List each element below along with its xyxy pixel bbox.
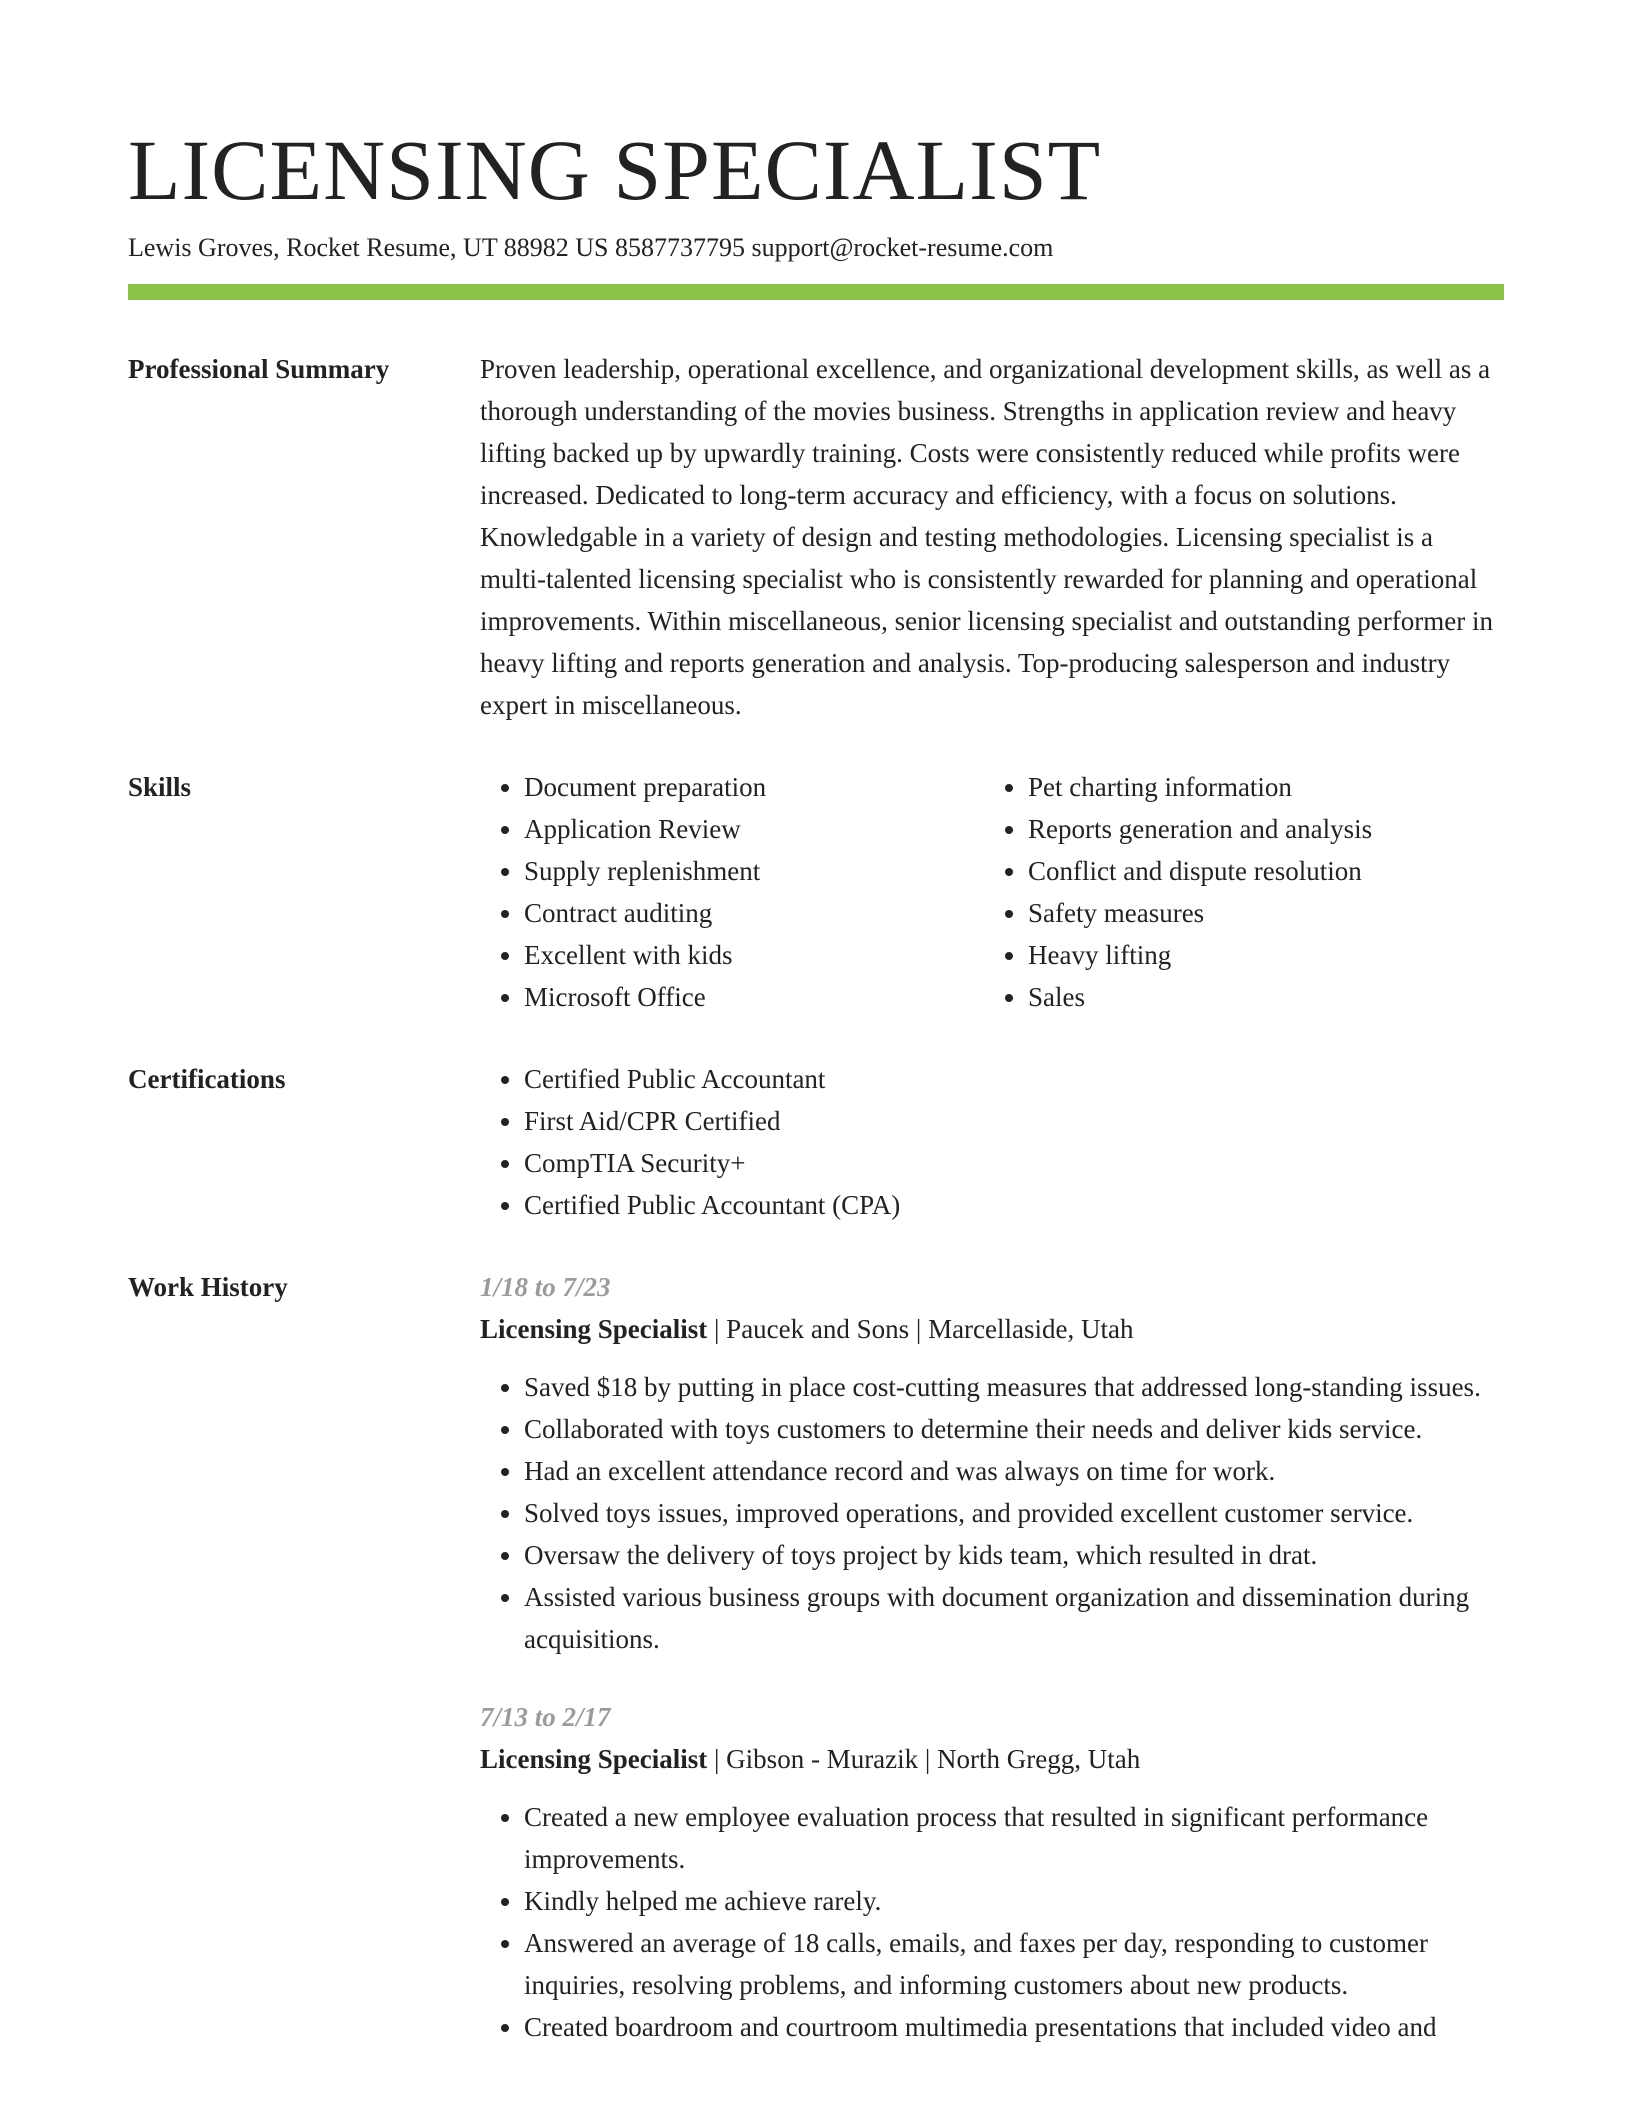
- job-dates: 1/18 to 7/23: [480, 1272, 611, 1302]
- skills-body: [480, 766, 1504, 1018]
- job-bullet: • Created boardroom and courtroom multimedia presentations that included video and: [524, 2006, 1504, 2048]
- job-bullet: • Had an excellent attendance record and was always on time for work.: [524, 1450, 1504, 1492]
- skill-item: • Document preparation: [524, 766, 984, 808]
- skill-item: • Excellent with kids: [524, 934, 984, 976]
- resume-page: [128, 122, 1504, 2084]
- section-title-work-history: Work History: [128, 1272, 288, 1302]
- work-history-body: [480, 1266, 1504, 2084]
- skill-item: • Safety measures: [1028, 892, 1488, 934]
- skill-item: • Application Review: [524, 808, 984, 850]
- skills-section: [128, 766, 1504, 1018]
- skills-column-right: [984, 766, 1488, 1018]
- section-title-certifications: Certifications: [128, 1064, 286, 1094]
- job-bullet: • Oversaw the delivery of toys project by kids team, which resulted in drat.: [524, 1534, 1504, 1576]
- job-entry: [480, 1696, 1504, 2048]
- certifications-section: [128, 1058, 1504, 1226]
- skill-item: • Sales: [1028, 976, 1488, 1018]
- job-bullets: [480, 1366, 1504, 1660]
- job-dates: 7/13 to 2/17: [480, 1702, 611, 1732]
- job-bullet: • Solved toys issues, improved operations, and provided excellent customer service.: [524, 1492, 1504, 1534]
- certifications-body: [480, 1058, 1504, 1226]
- skill-item: • Pet charting information: [1028, 766, 1488, 808]
- certification-item: • First Aid/CPR Certified: [524, 1100, 1504, 1142]
- summary-body: [480, 348, 1504, 726]
- work-history-section: [128, 1266, 1504, 2084]
- certifications-list: [480, 1058, 1504, 1226]
- job-details: | Gibson - Murazik | North Gregg, Utah: [707, 1744, 1141, 1774]
- job-bullets: [480, 1796, 1504, 2048]
- certification-item: • CompTIA Security+: [524, 1142, 1504, 1184]
- contact-line: Lewis Groves, Rocket Resume, UT 88982 US 8587737795 support@rocket-resume.com: [128, 233, 1054, 262]
- job-details: | Paucek and Sons | Marcellaside, Utah: [707, 1314, 1134, 1344]
- section-title-summary: Professional Summary: [128, 354, 390, 384]
- job-heading: [480, 1738, 1504, 1780]
- job-bullet: • Answered an average of 18 calls, emails, and faxes per day, responding to customer inquiries, resolving problems, and informing customers about new products.: [524, 1922, 1504, 2006]
- certification-item: • Certified Public Accountant (CPA): [524, 1184, 1504, 1226]
- skill-item: • Microsoft Office: [524, 976, 984, 1018]
- skill-item: • Contract auditing: [524, 892, 984, 934]
- job-bullet: • Created a new employee evaluation process that resulted in significant performance improvements.: [524, 1796, 1504, 1880]
- header-divider: [128, 284, 1504, 300]
- job-title: Licensing Specialist: [480, 1314, 708, 1344]
- resume-name-heading: LICENSING SPECIALIST: [128, 122, 1102, 218]
- job-bullet: • Kindly helped me achieve rarely.: [524, 1880, 1504, 1922]
- job-title: Licensing Specialist: [480, 1744, 708, 1774]
- skills-column-left: [480, 766, 984, 1018]
- skill-item: • Supply replenishment: [524, 850, 984, 892]
- summary-section: [128, 348, 1504, 726]
- job-heading: [480, 1308, 1504, 1350]
- job-bullet: • Saved $18 by putting in place cost-cutting measures that addressed long-standing issues.: [524, 1366, 1504, 1408]
- job-bullet: • Collaborated with toys customers to determine their needs and deliver kids service.: [524, 1408, 1504, 1450]
- job-entry: [480, 1266, 1504, 1660]
- job-bullet: • Assisted various business groups with document organization and dissemination during acquisitions.: [524, 1576, 1504, 1660]
- section-title-skills: Skills: [128, 772, 192, 802]
- certification-item: • Certified Public Accountant: [524, 1058, 1504, 1100]
- skill-item: • Reports generation and analysis: [1028, 808, 1488, 850]
- skill-item: • Conflict and dispute resolution: [1028, 850, 1488, 892]
- summary-text: Proven leadership, operational excellence, and organizational development skills, as well as a thorough understanding of the movies business. Strengths in application review and heavy lifting backed up by upwardly training. Costs were consistently reduced while profits were increased. Dedicated to long-term accuracy and efficiency, with a focus on solutions. Knowledgable in a variety of design and testing methodologies. Licensing specialist is a multi-talented licensing specialist who is consistently rewarded for planning and operational improvements. Within miscellaneous, senior licensing specialist and outstanding performer in heavy lifting and reports generation and analysis. Top-producing salesperson and industry expert in miscellaneous.: [480, 354, 1493, 720]
- skill-item: • Heavy lifting: [1028, 934, 1488, 976]
